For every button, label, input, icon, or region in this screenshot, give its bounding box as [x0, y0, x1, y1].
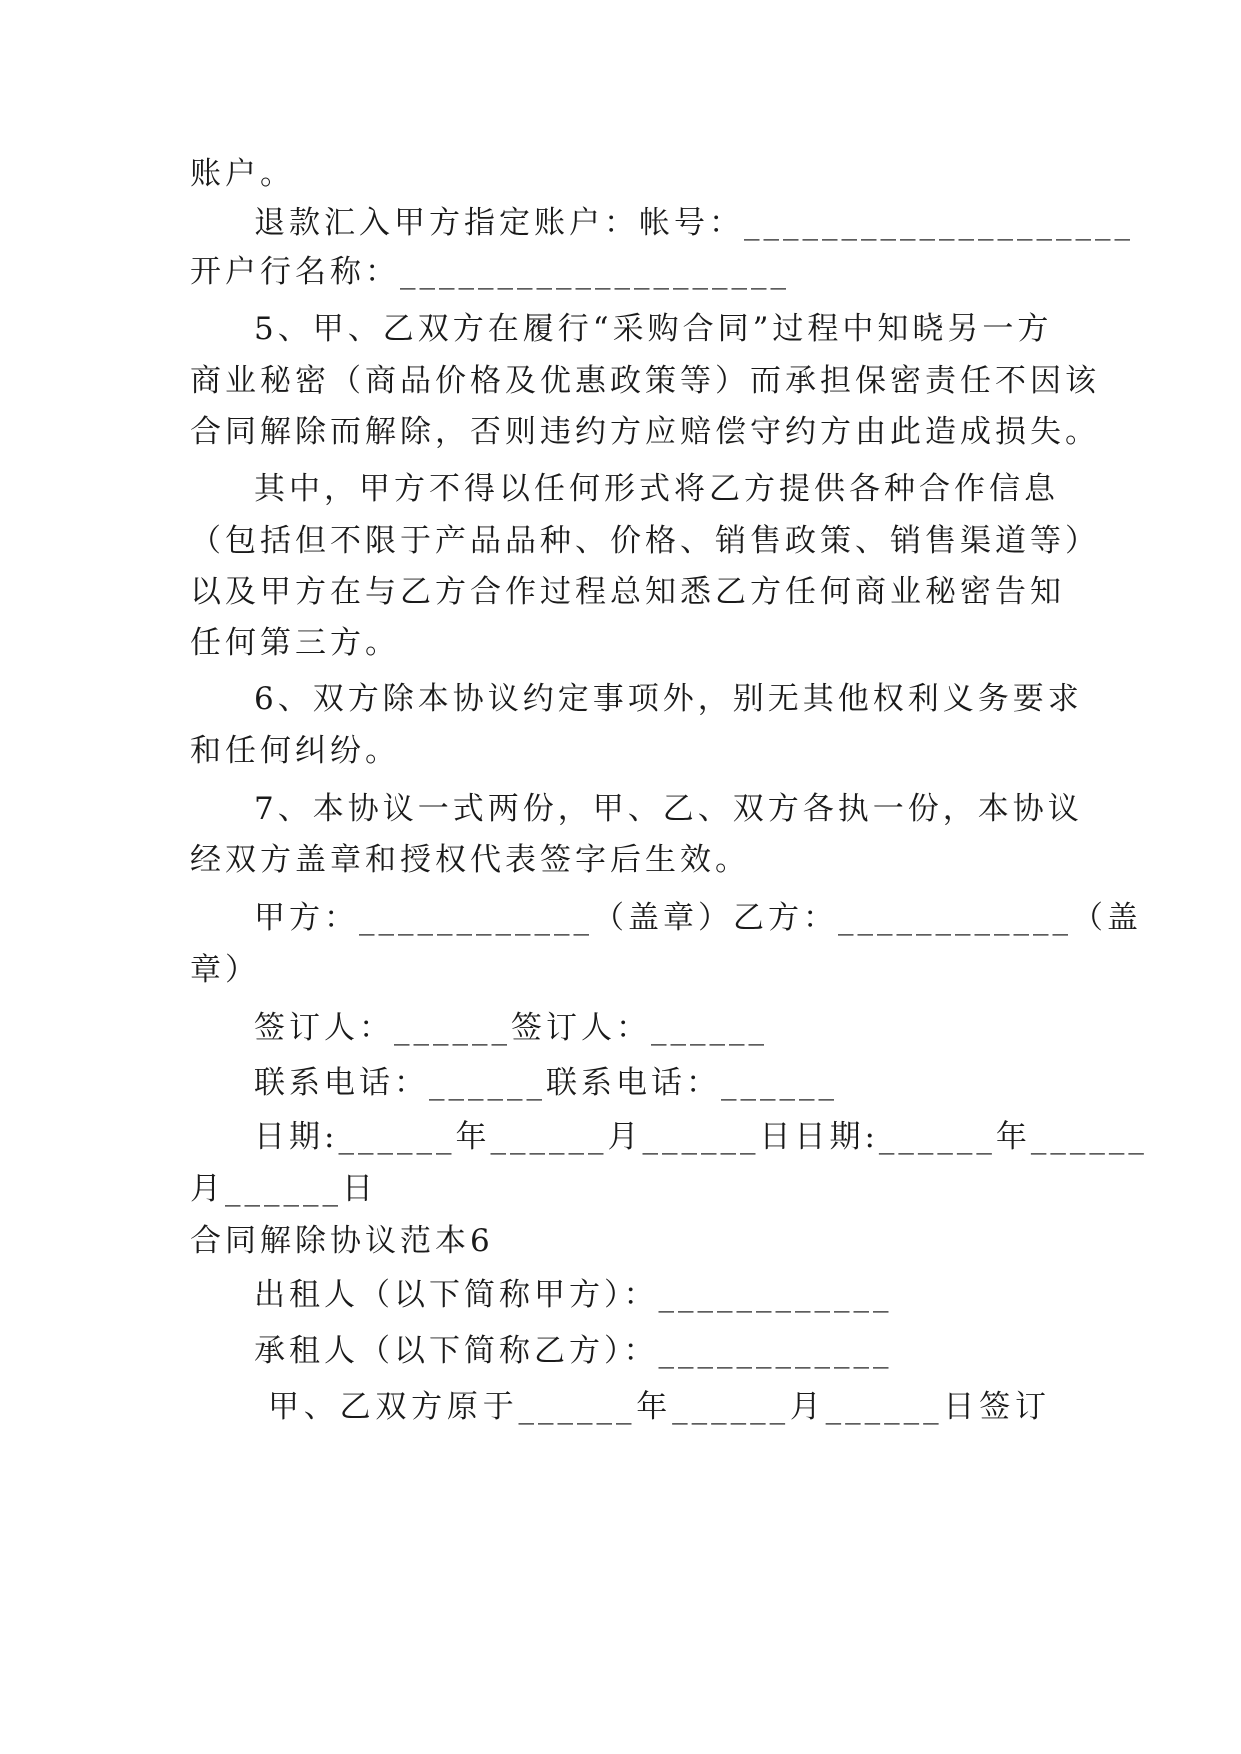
text-line-refund-account-number: 退款汇入甲方指定账户：帐号：____________________ [254, 205, 1134, 241]
party-seal-line-2: 章） [190, 952, 260, 988]
lessee-line: 承租人（以下简称乙方）：____________ [254, 1333, 893, 1369]
confidentiality-line-4: 任何第三方。 [190, 625, 400, 661]
section-heading-template-6: 合同解除协议范本6 [190, 1223, 494, 1259]
clause-7-line-1: 7、本协议一式两份，甲、乙、双方各执一份，本协议 [254, 791, 1083, 827]
text-line-account-end: 账户。 [190, 156, 295, 192]
phone-line: 联系电话：______联系电话：______ [254, 1065, 838, 1101]
signatory-line: 签订人：______签订人：______ [254, 1010, 768, 1046]
clause-5-line-3: 合同解除而解除，否则违约方应赔偿守约方由此造成损失。 [190, 414, 1100, 450]
confidentiality-line-2: （包括但不限于产品品种、价格、销售政策、销售渠道等） [190, 523, 1100, 559]
lessor-line: 出租人（以下简称甲方）：____________ [254, 1277, 893, 1313]
clause-7-line-2: 经双方盖章和授权代表签字后生效。 [190, 842, 750, 878]
clause-6-line-2: 和任何纠纷。 [190, 733, 400, 769]
date-line-1: 日期:______年______月______日日期:______年______ [254, 1119, 1148, 1155]
original-signing-line: 甲、乙双方原于______年______月______日签订 [268, 1389, 1050, 1425]
clause-6-line-1: 6、双方除本协议约定事项外，别无其他权利义务要求 [254, 681, 1083, 717]
text-line-bank-name: 开户行名称：____________________ [190, 254, 790, 290]
party-seal-line-1: 甲方：____________（盖章）乙方：____________（盖 [254, 900, 1142, 936]
confidentiality-line-3: 以及甲方在与乙方合作过程总知悉乙方任何商业秘密告知 [190, 574, 1065, 610]
clause-5-line-1: 5、甲、乙双方在履行“采购合同”过程中知晓另一方 [254, 311, 1053, 347]
date-line-2: 月______日 [190, 1171, 377, 1207]
clause-5-line-2: 商业秘密（商品价格及优惠政策等）而承担保密责任不因该 [190, 363, 1100, 399]
confidentiality-line-1: 其中，甲方不得以任何形式将乙方提供各种合作信息 [254, 471, 1059, 507]
